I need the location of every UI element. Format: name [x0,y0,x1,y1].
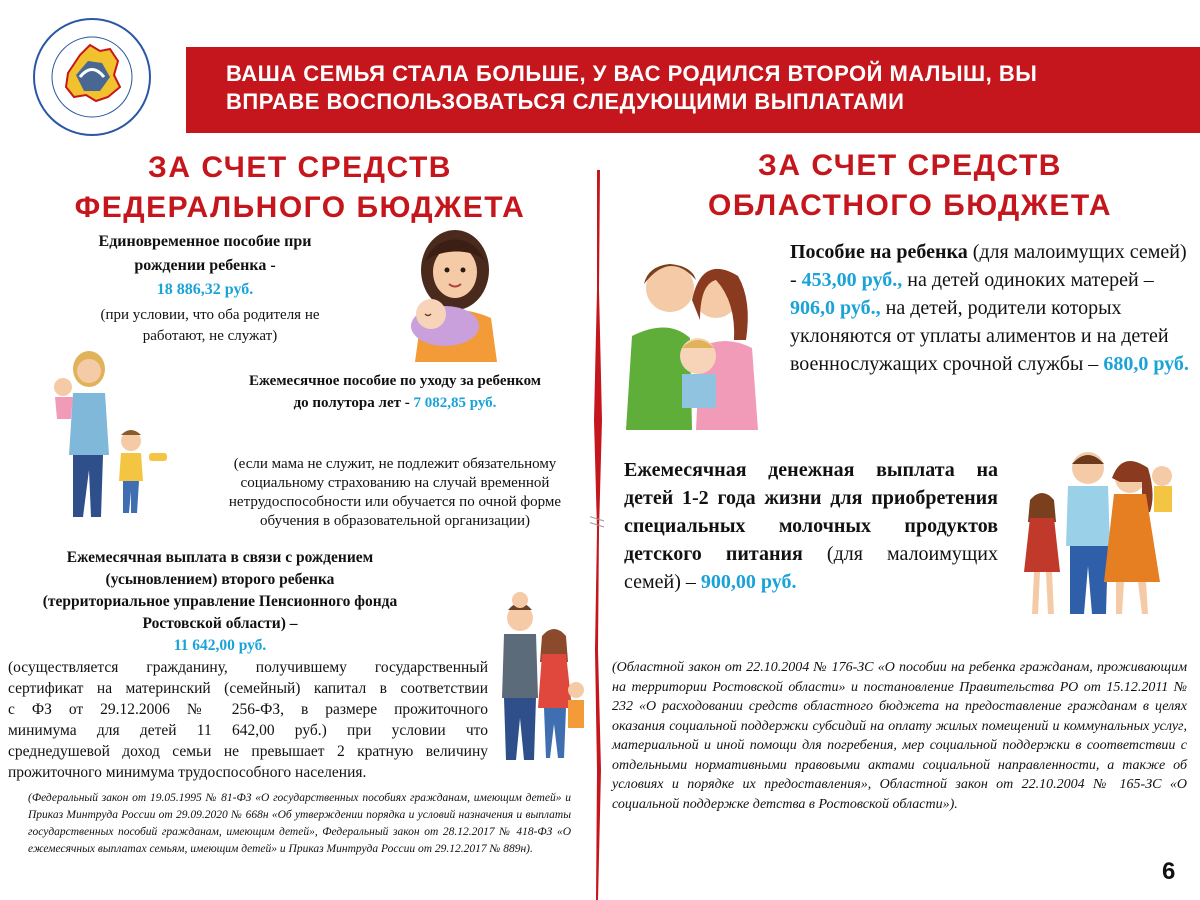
federal-benefit-3-title-1: Ежемесячная выплата в связи с рождением [66,549,374,566]
federal-benefit-2-title-1: Ежемесячное пособие по уходу за ребенком [248,373,542,389]
federal-benefit-2-note-2: социальному страхованию на случай временной [240,475,550,491]
banner-line-2: ВПРАВЕ ВОСПОЛЬЗОВАТЬСЯ СЛЕДУЮЩИМИ ВЫПЛАТАМИ [226,89,905,114]
regional-benefit-2-text: (для малоимущих семей) – [624,543,999,593]
federal-benefit-1-note [60,305,360,347]
regional-benefit-1-text-3: на детей, родители которых уклоняются от уплаты алиментов и на детей военнослужащих срочной службы – [790,297,1169,375]
federal-benefit-2-amount: 7 082,85 руб. [413,395,497,411]
federal-benefit-2-note-1: (если мама не служит, не подлежит обязательному [233,456,557,472]
regional-benefit-2-title: Ежемесячная денежная выплата на детей 1-2 года жизни для приобретения специальных молочных продуктов детского питания [624,459,998,565]
federal-benefit-2-note [195,455,595,531]
federal-benefit-2-note-4: обучения в образовательной организации) [260,513,530,529]
federal-heading-line-2: ФЕДЕРАЛЬНОГО БЮДЖЕТА [74,191,526,224]
regional-benefit-1-text-1: (для малоимущих семей) - [790,241,1187,291]
federal-heading [40,148,560,228]
regional-benefit-1-amount-3: 680,0 руб. [1103,353,1189,375]
federal-benefit-3 [0,547,440,657]
federal-benefit-1-note-1: (при условии, что оба родителя не [100,307,320,323]
happy-family-illustration [1012,442,1192,620]
regional-heading-line-2: ОБЛАСТНОГО БЮДЖЕТА [708,189,1112,222]
family-walking-illustration [488,588,588,766]
federal-legal-reference: (Федеральный закон от 19.05.1995 № 81-ФЗ «О государственных пособиях гражданам, имеющим детей» и Приказ Минтруда России от 29.09.2020 № 668н «Об утверждении порядка и условий назначения и выплаты государственных пособий гражданам, имеющим детей», Федеральный закон от 28.12.2017 № 418-ФЗ «О ежемесячных выплатах семьям, имеющим детей» и Приказ Минтруда России от 29.12.2017 № 889н). [28,792,571,855]
regional-benefit-1-amount-1: 453,00 руб., [801,269,903,291]
federal-benefit-1-title-1: Единовременное пособие при [98,233,312,250]
federal-benefit-1-amount: 18 886,32 руб. [156,281,254,298]
regional-heading [640,146,1180,226]
federal-benefit-3-note-3: с ФЗ от 29.12.2006 № 256-ФЗ, в размере прожиточного [8,701,488,718]
federal-benefit-3-title-2: (усыновлением) второго ребенка [105,571,335,588]
mother-with-baby-illustration [395,222,505,362]
banner-title [226,60,1186,116]
banner-line-1: ВАША СЕМЬЯ СТАЛА БОЛЬШЕ, У ВАС РОДИЛСЯ ВТОРОЙ МАЛЫШ, ВЫ [226,61,1038,86]
regional-benefit-2 [624,456,998,596]
regional-benefit-1-amount-2: 906,0 руб., [790,297,881,319]
federal-benefit-3-title-3: (территориальное управление Пенсионного фонда [42,593,398,610]
federal-benefit-1 [40,230,370,302]
regional-heading-line-1: ЗА СЧЕТ СРЕДСТВ [758,149,1062,182]
page-number: 6 [1162,858,1176,885]
federal-benefit-3-note-4: минимума для детей 11 642,00 руб.) при условии что [8,722,488,739]
mother-with-kids-illustration [45,345,175,525]
federal-benefit-3-note-6: прожиточного минимума трудоспособного населения. [8,764,367,781]
parents-with-child-illustration [612,240,772,430]
regional-benefit-1-title: Пособие на ребенка [790,241,968,263]
regional-benefit-2-amount: 900,00 руб. [700,571,797,593]
federal-benefit-2 [195,370,595,414]
regional-benefit-1 [790,238,1190,378]
federal-benefit-2-note-3: нетрудоспособности или обучается по очной форме [228,494,562,510]
federal-benefit-3-title-4: Ростовской области) – [142,615,298,632]
regional-benefit-1-text-2: на детей одиноких матерей – [902,269,1154,291]
center-divider [590,170,606,900]
federal-benefit-1-note-2: работают, не служат) [142,328,278,344]
ministry-emblem-icon [30,15,155,140]
federal-benefit-3-note-5: среднедушевой доход семьи не превышает 2 кратную величину [8,743,488,760]
regional-legal-reference: (Областной закон от 22.10.2004 № 176-ЗС «О пособии на ребенка гражданам, проживающим на территории Ростовской области» и постановление Правительства РО от 15.12.2011 № 232 «О расходовании средств областного бюджета на предоставление гражданам в целях оказания социальной поддержки субсидий на оплату жилых помещений и коммунальных услуг, материальной и иной помощи для погребения, мер социальной поддержки в соответствии с отдельными нормативными правовыми актами социальной направленности, а также об условиях и порядке их предоставления», Областной закон от 22.10.2004 № 165-ЗС «О социальной поддержке детства в Ростовской области»). [612,660,1187,812]
federal-benefit-3-amount: 11 642,00 руб. [173,637,267,654]
federal-benefit-3-note [8,657,488,783]
federal-heading-line-1: ЗА СЧЕТ СРЕДСТВ [148,151,452,184]
federal-benefit-2-title-2: до полутора лет - [293,395,410,411]
federal-benefit-3-note-2: сертификат на материнский (семейный) капитал в соответствии [8,680,488,697]
federal-benefit-3-note-1: (осуществляется гражданину, получившему государственный [8,659,488,676]
federal-benefit-1-title-2: рождении ребенка - [134,257,276,274]
